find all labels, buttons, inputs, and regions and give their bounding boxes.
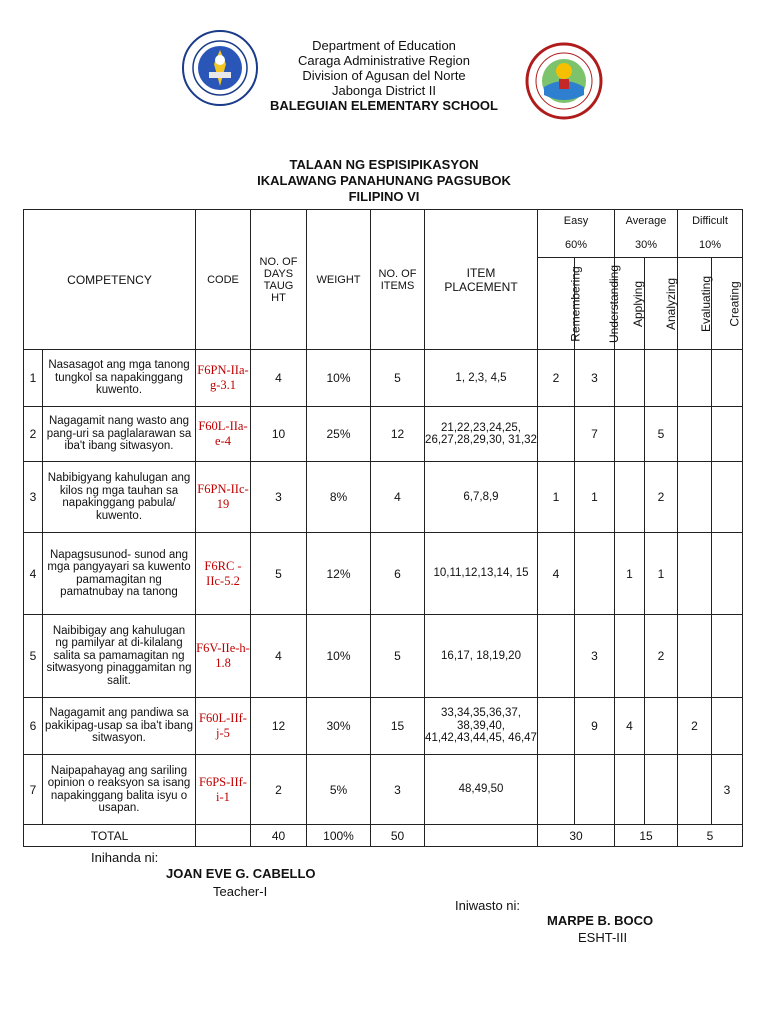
header-code: CODE (196, 210, 251, 350)
weight-value: 30% (307, 698, 371, 755)
total-weight: 100% (307, 825, 371, 847)
understanding-value: 1 (575, 462, 615, 533)
creating-value (712, 462, 743, 533)
applying-value (615, 350, 645, 407)
placement-value: 21,22,23,24,25, 26,27,28,29,30, 31,32 (425, 407, 538, 462)
competency-text: Naipapahayag ang sariling opinion o reaksyon sa isang napakinggang balita isyu o usapan. (43, 755, 196, 825)
table-row (24, 533, 743, 615)
checked-by-title: ESHT-III (578, 930, 628, 945)
header-understanding: Understanding (575, 258, 615, 350)
applying-value (615, 615, 645, 698)
row-number: 2 (24, 407, 43, 462)
applying-value (615, 462, 645, 533)
evaluating-value: 2 (678, 698, 712, 755)
days-value: 10 (251, 407, 307, 462)
weight-value: 25% (307, 407, 371, 462)
total-placement-empty (425, 825, 538, 847)
header-line-department: Department of Education (312, 38, 456, 53)
competency-code: F6PS-IIf-i-1 (196, 755, 251, 825)
understanding-value: 9 (575, 698, 615, 755)
applying-value (615, 407, 645, 462)
header-difficult-pct: 10% (678, 233, 743, 258)
placement-value: 10,11,12,13,14, 15 (425, 533, 538, 615)
applying-value: 4 (615, 698, 645, 755)
evaluating-value (678, 755, 712, 825)
evaluating-value (678, 615, 712, 698)
title-exam: IKALAWANG PANAHUNANG PAGSUBOK (257, 173, 511, 188)
days-value: 2 (251, 755, 307, 825)
header-easy-pct: 60% (538, 233, 615, 258)
creating-value (712, 533, 743, 615)
header-placement: ITEM PLACEMENT (425, 210, 538, 350)
understanding-value: 3 (575, 615, 615, 698)
days-value: 3 (251, 462, 307, 533)
header-items: NO. OF ITEMS (371, 210, 425, 350)
table-row (24, 350, 743, 407)
analyzing-value: 2 (645, 615, 678, 698)
header-applying: Applying (615, 258, 645, 350)
days-value: 12 (251, 698, 307, 755)
understanding-value (575, 533, 615, 615)
document-titles (0, 157, 768, 205)
weight-value: 10% (307, 350, 371, 407)
total-label: TOTAL (24, 825, 196, 847)
items-value: 12 (371, 407, 425, 462)
competency-code: F6V-IIe-h-1.8 (196, 615, 251, 698)
weight-value: 5% (307, 755, 371, 825)
header-analyzing: Analyzing (645, 258, 678, 350)
total-difficult: 5 (678, 825, 743, 847)
days-value: 4 (251, 615, 307, 698)
row-number: 1 (24, 350, 43, 407)
total-items: 50 (371, 825, 425, 847)
prepared-by-title: Teacher-I (213, 884, 268, 899)
competency-code: F6RC -IIc-5.2 (196, 533, 251, 615)
title-table: TALAAN NG ESPISIPIKASYON (289, 157, 479, 172)
evaluating-value (678, 462, 712, 533)
creating-value (712, 350, 743, 407)
items-value: 15 (371, 698, 425, 755)
competency-text: Nasasagot ang mga tanong tungkol sa napakinggang kuwento. (43, 350, 196, 407)
analyzing-value (645, 698, 678, 755)
total-average: 15 (615, 825, 678, 847)
row-number: 3 (24, 462, 43, 533)
header-line-division: Division of Agusan del Norte (302, 68, 466, 83)
header-difficult: Difficult (678, 210, 743, 233)
remembering-value: 1 (538, 462, 575, 533)
evaluating-value (678, 533, 712, 615)
remembering-value (538, 407, 575, 462)
competency-code: F6PN-IIc-19 (196, 462, 251, 533)
row-number: 7 (24, 755, 43, 825)
understanding-value: 7 (575, 407, 615, 462)
header-average: Average (615, 210, 678, 233)
header-line-district: Jabonga District II (331, 83, 437, 98)
row-number: 6 (24, 698, 43, 755)
total-code-empty (196, 825, 251, 847)
items-value: 5 (371, 350, 425, 407)
header-competency: COMPETENCY (24, 210, 196, 350)
analyzing-value (645, 350, 678, 407)
days-value: 4 (251, 350, 307, 407)
remembering-value: 4 (538, 533, 575, 615)
header-remembering: Remembering (538, 258, 575, 350)
competency-text: Nabibigyang kahulugan ang kilos ng mga tauhan sa napakinggang pabula/ kuwento. (43, 462, 196, 533)
header-easy: Easy (538, 210, 615, 233)
placement-value: 16,17, 18,19,20 (425, 615, 538, 698)
creating-value (712, 407, 743, 462)
analyzing-value: 5 (645, 407, 678, 462)
header-average-pct: 30% (615, 233, 678, 258)
creating-value (712, 698, 743, 755)
competency-code: F60L-IIa-e-4 (196, 407, 251, 462)
items-value: 6 (371, 533, 425, 615)
competency-code: F60L-IIf-j-5 (196, 698, 251, 755)
table-row (24, 755, 743, 825)
placement-value: 6,7,8,9 (425, 462, 538, 533)
checked-by-name: MARPE B. BOCO (547, 913, 654, 928)
placement-value: 1, 2,3, 4,5 (425, 350, 538, 407)
analyzing-value (645, 755, 678, 825)
weight-value: 10% (307, 615, 371, 698)
items-value: 4 (371, 462, 425, 533)
table-row (24, 698, 743, 755)
prepared-by-name: JOAN EVE G. CABELLO (166, 866, 316, 881)
table-row (24, 407, 743, 462)
header-weight: WEIGHT (307, 210, 371, 350)
checked-by-label: Iniwasto ni: (455, 898, 521, 913)
creating-value (712, 615, 743, 698)
weight-value: 8% (307, 462, 371, 533)
remembering-value: 2 (538, 350, 575, 407)
placement-value: 48,49,50 (425, 755, 538, 825)
evaluating-value (678, 350, 712, 407)
header-line-region: Caraga Administrative Region (298, 53, 470, 68)
total-days: 40 (251, 825, 307, 847)
remembering-value (538, 615, 575, 698)
days-value: 5 (251, 533, 307, 615)
table-row (24, 615, 743, 698)
competency-code: F6PN-IIa-g-3.1 (196, 350, 251, 407)
header-creating: Creating (712, 258, 743, 350)
competency-text: Nagagamit ang pandiwa sa pakikipag-usap sa iba't ibang sitwasyon. (43, 698, 196, 755)
competency-text: Napagsusunod- sunod ang mga pangyayari sa kuwento pamamagitan ng pamatnubay na tanong (43, 533, 196, 615)
document-header (0, 38, 768, 113)
school-name: BALEGUIAN ELEMENTARY SCHOOL (270, 98, 498, 113)
creating-value: 3 (712, 755, 743, 825)
total-row (24, 825, 743, 847)
header-evaluating: Evaluating (678, 258, 712, 350)
evaluating-value (678, 407, 712, 462)
specification-table (23, 209, 743, 847)
applying-value (615, 755, 645, 825)
title-subject: FILIPINO VI (348, 189, 420, 204)
header-days: NO. OF DAYS TAUG HT (251, 210, 307, 350)
deped-seal-logo (182, 30, 258, 106)
analyzing-value: 2 (645, 462, 678, 533)
analyzing-value: 1 (645, 533, 678, 615)
weight-value: 12% (307, 533, 371, 615)
placement-value: 33,34,35,36,37, 38,39,40, 41,42,43,44,45, 46,47 (425, 698, 538, 755)
remembering-value (538, 698, 575, 755)
items-value: 3 (371, 755, 425, 825)
items-value: 5 (371, 615, 425, 698)
row-number: 5 (24, 615, 43, 698)
competency-text: Nagagamit nang wasto ang pang-uri sa paglalarawan sa iba't ibang sitwasyon. (43, 407, 196, 462)
remembering-value (538, 755, 575, 825)
total-easy: 30 (538, 825, 615, 847)
table-row (24, 462, 743, 533)
prepared-by-label: Inihanda ni: (91, 850, 159, 865)
division-seal-logo (526, 43, 602, 119)
understanding-value (575, 755, 615, 825)
understanding-value: 3 (575, 350, 615, 407)
row-number: 4 (24, 533, 43, 615)
applying-value: 1 (615, 533, 645, 615)
competency-text: Naibibigay ang kahulugan ng pamilyar at di-kilalang salita sa pamamagitan ng sitwasyong pinaggamitan ng salit. (43, 615, 196, 698)
